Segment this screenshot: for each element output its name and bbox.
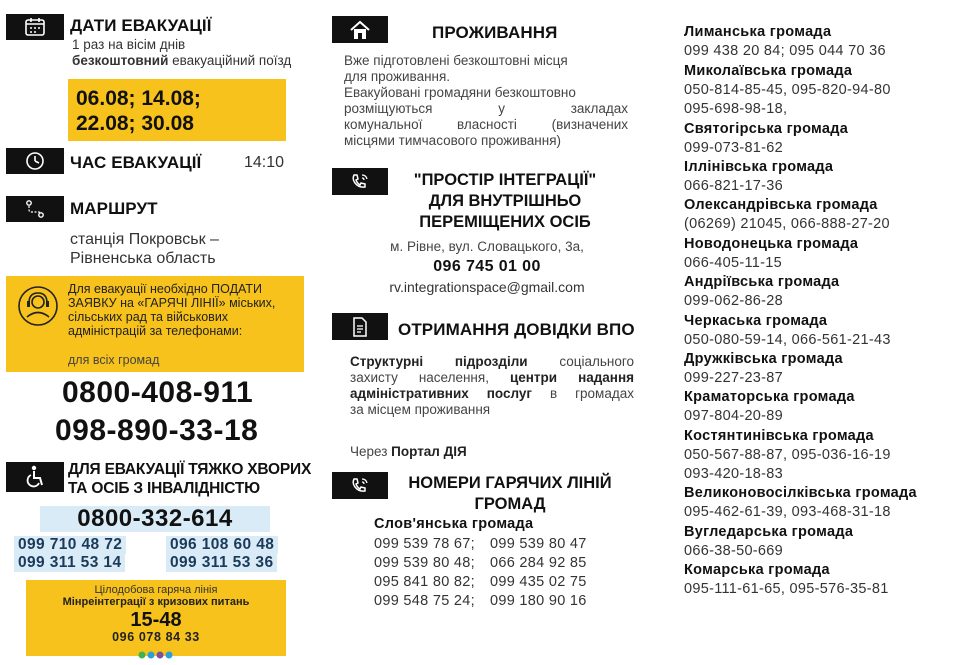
hotline-box bbox=[6, 276, 304, 372]
ministry-box bbox=[26, 580, 286, 656]
disabled-main-phone[interactable]: 0800-332-614 bbox=[40, 506, 270, 532]
community-phone[interactable]: 066-405-11-15 bbox=[684, 255, 782, 271]
community-phone[interactable]: 050-814-85-45, 095-820-94-80 bbox=[684, 82, 891, 98]
housing-text bbox=[344, 53, 628, 149]
disabled-phone-2[interactable]: 096 108 60 48 bbox=[166, 536, 278, 554]
hotline-phone-c1[interactable]: 095 841 80 82; bbox=[374, 574, 475, 590]
hotline-line-4: адміністрацій за телефонами: bbox=[68, 324, 243, 338]
community-name: Дружківська громада bbox=[684, 351, 843, 367]
clock-icon bbox=[6, 148, 64, 174]
community-name: Вугледарська громада bbox=[684, 524, 854, 540]
space-phone[interactable]: 096 745 01 00 bbox=[433, 258, 541, 275]
hotlines-title-2: ГРОМАД bbox=[474, 495, 546, 513]
space-title-1: "ПРОСТІР ІНТЕГРАЦІЇ" bbox=[413, 171, 597, 189]
community-name: Черкаська громада bbox=[684, 313, 828, 329]
community-phone[interactable]: 099-062-86-28 bbox=[684, 293, 784, 309]
disabled-title bbox=[68, 460, 311, 498]
community-phone[interactable]: 066-821-17-36 bbox=[684, 178, 784, 194]
hotline-phone-d2[interactable]: 099 180 90 16 bbox=[490, 593, 587, 609]
hotline-phone-a1[interactable]: 099 539 78 67; bbox=[374, 536, 475, 552]
community-name: Новодонецька громада bbox=[684, 236, 859, 252]
route-title: МАРШРУТ bbox=[70, 199, 158, 218]
community-name: Великоновосілківська громада bbox=[684, 485, 917, 501]
community-phone[interactable]: 093-420-18-83 bbox=[684, 466, 784, 482]
disabled-title-1: ДЛЯ ЕВАКУАЦІЇ ТЯЖКО ХВОРИХ bbox=[68, 461, 312, 478]
dates-train bbox=[72, 53, 291, 69]
community-name: Лиманська громада bbox=[684, 24, 832, 40]
dates-title: ДАТИ ЕВАКУАЦІЇ bbox=[70, 16, 212, 35]
housing-line-4: розміщуються у закладах bbox=[344, 101, 628, 116]
calendar-icon bbox=[6, 14, 64, 40]
space-address: м. Рівне, вул. Словацького, 3а, bbox=[390, 239, 584, 254]
operator-icon bbox=[16, 284, 60, 330]
disabled-phone-3[interactable]: 099 311 53 14 bbox=[14, 554, 125, 572]
vpo-centers: центри надання bbox=[509, 370, 634, 385]
community-name: Комарська громада bbox=[684, 562, 830, 578]
community-phone[interactable]: 099 438 20 84; 095 044 70 36 bbox=[684, 43, 886, 59]
hotline-phone-c2[interactable]: 099 435 02 75 bbox=[490, 574, 587, 590]
time-value: 14:10 bbox=[244, 154, 285, 171]
ministry-line-1: Цілодобова гаряча лінія bbox=[94, 584, 218, 596]
route-icon bbox=[6, 196, 64, 222]
space-title-2: ДЛЯ ВНУТРІШНЬО bbox=[428, 192, 582, 210]
community-phone[interactable]: (06269) 21045, 066-888-27-20 bbox=[684, 216, 890, 232]
community-phone[interactable]: 095-698-98-18, bbox=[684, 101, 788, 117]
community-phone[interactable]: 099-227-23-87 bbox=[684, 370, 784, 386]
community-name: Андріївська громада bbox=[684, 274, 840, 290]
vpo-line-4: за місцем проживання bbox=[350, 402, 491, 417]
housing-title: ПРОЖИВАННЯ bbox=[432, 23, 558, 42]
disabled-title-2: ТА ОСІБ З ІНВАЛІДНІСТЮ bbox=[68, 480, 260, 497]
vpo-line-1 bbox=[350, 354, 634, 370]
disabled-phone-4[interactable]: 099 311 53 36 bbox=[166, 554, 277, 572]
housing-line-5: комунальної власності (визначених bbox=[344, 117, 628, 132]
ministry-short[interactable]: 15-48 bbox=[130, 609, 182, 631]
hotlines-title bbox=[380, 473, 640, 515]
ministry-phone[interactable]: 096 078 84 33 bbox=[112, 630, 200, 644]
housing-line-1: Вже підготовлені безкоштовні місця bbox=[344, 53, 568, 68]
vpo-title: ОТРИМАННЯ ДОВІДКИ ВПО bbox=[398, 320, 635, 339]
housing-line-6: місцями тимчасового проживання) bbox=[344, 133, 562, 148]
hotline-line-1: Для евакуації необхідно ПОДАТИ bbox=[68, 282, 263, 296]
community-name: Святогірська громада bbox=[684, 121, 849, 137]
vpo-protection: захисту населення, bbox=[350, 370, 510, 385]
ministry-line-2: Мінреінтеграції з кризових питань bbox=[62, 596, 250, 608]
route-line-2: Рівненська область bbox=[70, 250, 216, 267]
right-column bbox=[680, 0, 955, 665]
route-line-1: станція Покровськ – bbox=[70, 231, 219, 248]
vpo-structural: Структурні підрозділи bbox=[350, 354, 528, 369]
community-phone[interactable]: 050-567-88-87, 095-036-16-19 bbox=[684, 447, 891, 463]
hotline-phone-b1[interactable]: 099 539 80 48; bbox=[374, 555, 475, 571]
dates-line-1: 06.08; 14.08; bbox=[76, 87, 201, 110]
hotline-phone-b2[interactable]: 066 284 92 85 bbox=[490, 555, 587, 571]
community-name: Краматорська громада bbox=[684, 389, 855, 405]
community-phone[interactable]: 066-38-50-669 bbox=[684, 543, 784, 559]
community-phone[interactable]: 095-462-61-39, 093-468-31-18 bbox=[684, 504, 891, 520]
vpo-via-label: Через bbox=[350, 444, 392, 459]
housing-line-2: для проживання. bbox=[344, 69, 451, 84]
community-phone[interactable]: 095-111-61-65, 095-576-35-81 bbox=[684, 581, 889, 597]
community-name: Костянтинівська громада bbox=[684, 428, 874, 444]
community-name: Іллінівська громада bbox=[684, 159, 834, 175]
left-column bbox=[0, 0, 318, 665]
wheelchair-icon bbox=[6, 462, 64, 492]
hotline-phone-1[interactable]: 0800-408-911 bbox=[62, 376, 254, 409]
messenger-icons bbox=[138, 646, 174, 654]
hotline-phone-a2[interactable]: 099 539 80 47 bbox=[490, 536, 587, 552]
hotline-for-all: для всіх громад bbox=[68, 353, 160, 367]
hotlines-title-1: НОМЕРИ ГАРЯЧИХ ЛІНІЙ bbox=[408, 474, 612, 492]
community-name: Миколаївська громада bbox=[684, 63, 853, 79]
vpo-line-2 bbox=[350, 370, 634, 386]
disabled-phone-1[interactable]: 099 710 48 72 bbox=[14, 536, 126, 554]
house-icon bbox=[332, 16, 388, 43]
space-title bbox=[380, 170, 630, 233]
dates-subtitle: 1 раз на вісім днів bbox=[72, 37, 186, 52]
vpo-social: соціального bbox=[527, 354, 634, 369]
dates-line-2: 22.08; 30.08 bbox=[76, 112, 194, 135]
time-title: ЧАС ЕВАКУАЦІЇ bbox=[70, 153, 202, 172]
hotline-text bbox=[68, 282, 275, 338]
dates-free-label: безкоштовний bbox=[72, 53, 169, 68]
hotline-phone-2[interactable]: 098-890-33-18 bbox=[55, 414, 259, 447]
community-name: Олександрівська громада bbox=[684, 197, 878, 213]
vpo-communities: в громадах bbox=[532, 386, 634, 401]
vpo-line-3 bbox=[350, 386, 634, 402]
space-email[interactable]: rv.integrationspace@gmail.com bbox=[389, 279, 585, 295]
dates-box bbox=[68, 79, 286, 141]
document-icon bbox=[332, 313, 388, 340]
dates-train-label: евакуаційний поїзд bbox=[168, 53, 292, 68]
hotline-line-2: ЗАЯВКУ на «ГАРЯЧІ ЛІНІЇ» міських, bbox=[68, 296, 276, 310]
housing-line-3: Евакуйовані громадяни безкоштовно bbox=[344, 85, 576, 100]
hotlines-community: Слов'янська громада bbox=[374, 516, 534, 532]
hotline-line-3: сільських рад та військових bbox=[68, 310, 229, 324]
community-phone[interactable]: 099-073-81-62 bbox=[684, 140, 784, 156]
vpo-via bbox=[350, 444, 467, 459]
vpo-text bbox=[350, 354, 634, 418]
vpo-diia-portal[interactable]: Портал ДІЯ bbox=[391, 444, 467, 459]
vpo-admin-services: адміністративних послуг bbox=[350, 386, 532, 401]
space-title-3: ПЕРЕМІЩЕНИХ ОСІБ bbox=[419, 213, 591, 231]
community-phone[interactable]: 050-080-59-14, 066-561-21-43 bbox=[684, 332, 891, 348]
community-phone[interactable]: 097-804-20-89 bbox=[684, 408, 784, 424]
hotline-phone-d1[interactable]: 099 548 75 24; bbox=[374, 593, 475, 609]
middle-column bbox=[328, 0, 646, 665]
